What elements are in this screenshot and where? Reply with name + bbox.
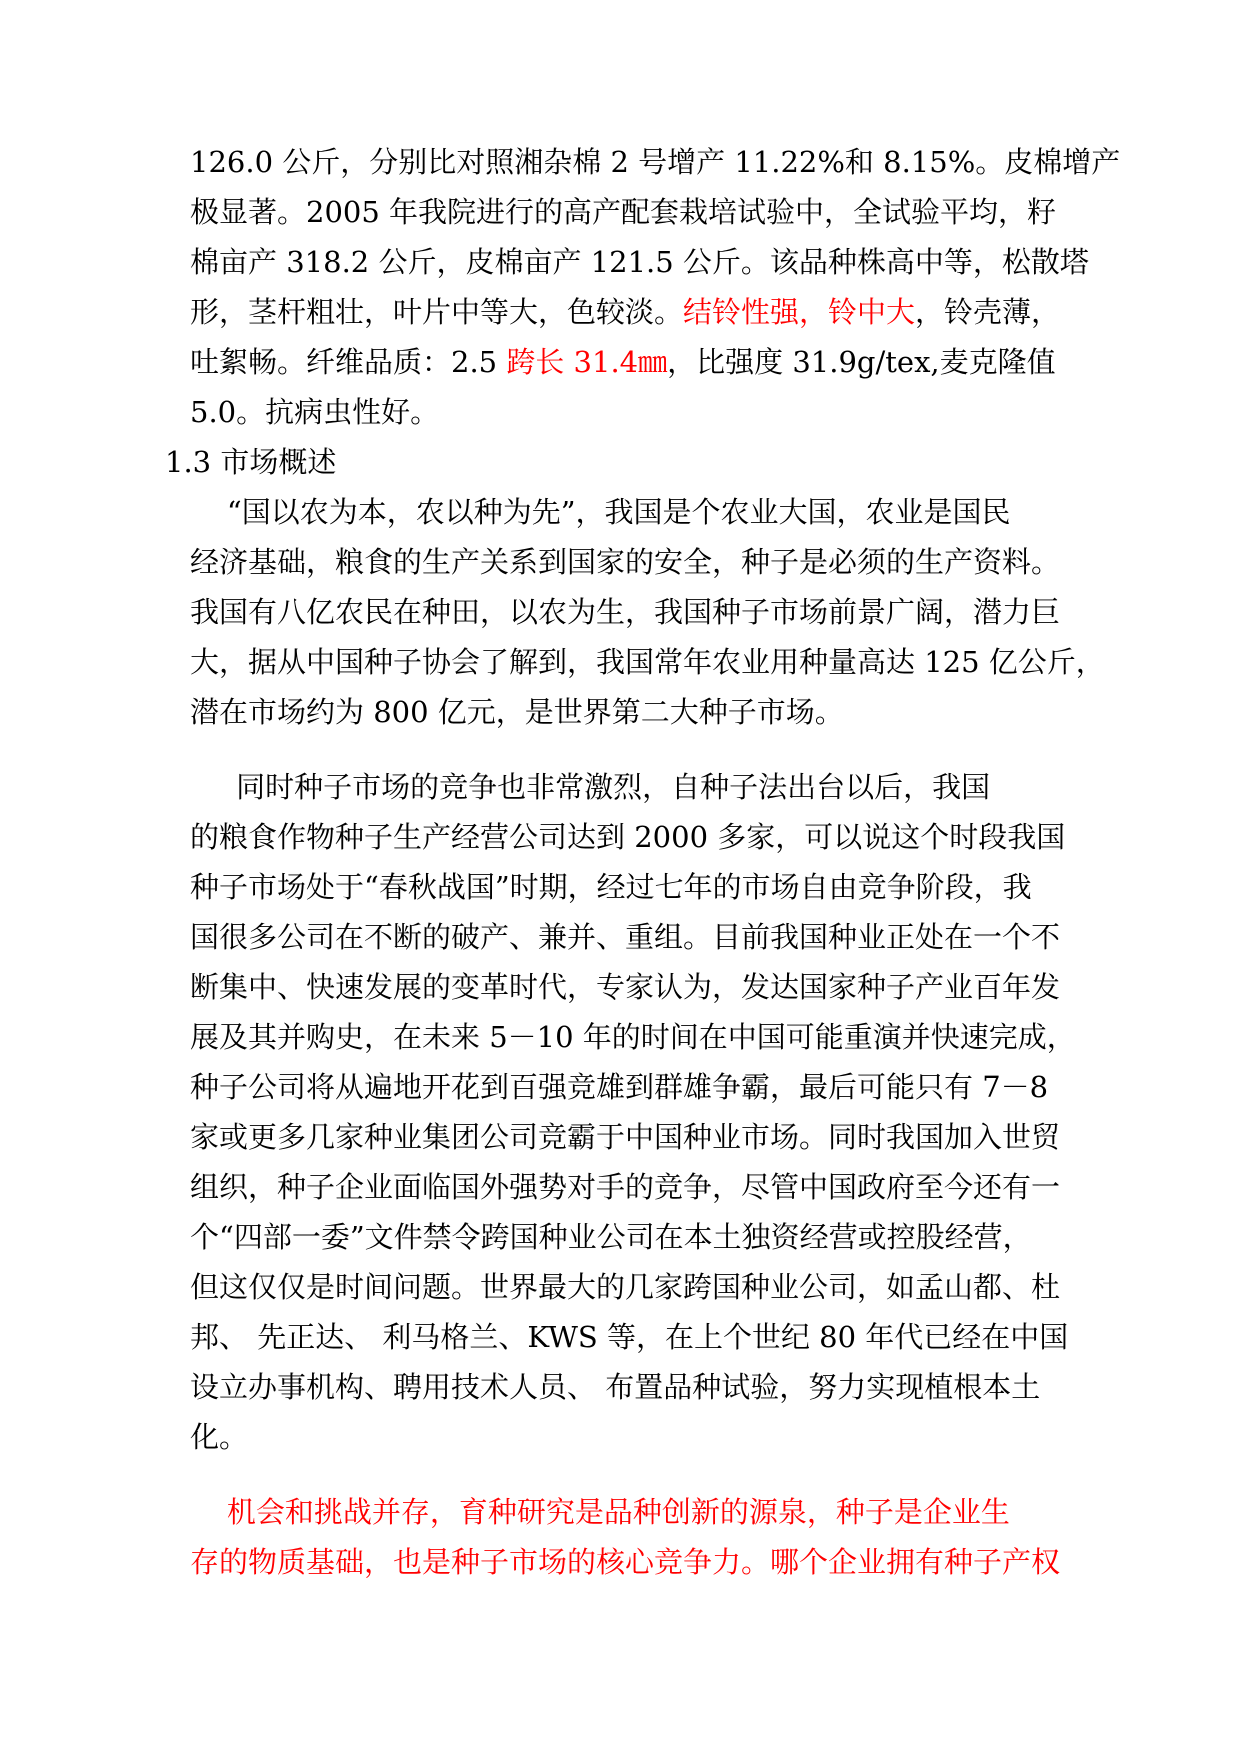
paragraph3-line11: 但这仅仅是时间问题。世界最大的几家跨国种业公司，如孟山都、杜 (190, 1270, 1061, 1304)
paragraph3-line4: 国很多公司在不断的破产、兼并、重组。目前我国种业正处在一个不 (190, 920, 1061, 954)
paragraph1-line6: 5.0。抗病虫性好。 (190, 395, 440, 429)
paragraph3-line2: 的粮食作物种子生产经营公司达到 2000 多家，可以说这个时段我国 (190, 820, 1066, 854)
paragraph3-line9: 组织，种子企业面临国外强势对手的竞争，尽管中国政府至今还有一 (190, 1170, 1061, 1204)
paragraph2-line4: 大，据从中国种子协会了解到，我国常年农业用种量高达 125 亿公斤， (190, 645, 1105, 679)
paragraph3-line6: 展及其并购史，在未来 5－10 年的时间在中国可能重演并快速完成， (190, 1020, 1076, 1054)
paragraph1-line4 (190, 292, 1060, 332)
paragraph1-line3: 棉亩产 318.2 公斤，皮棉亩产 121.5 公斤。该品种株高中等，松散塔 (190, 245, 1089, 279)
paragraph3-line14: 化。 (190, 1420, 249, 1454)
paragraph3-line1: 同时种子市场的竞争也非常激烈，自种子法出台以后，我国 (190, 770, 991, 804)
paragraph4-line1: 机会和挑战并存，育种研究是品种创新的源泉，种子是企业生 (190, 1495, 1010, 1529)
paragraph3-line7: 种子公司将从遍地开花到百强竞雄到群雄争霸，最后可能只有 7－8 (190, 1070, 1049, 1104)
paragraph1-line2: 极显著。2005 年我院进行的高产配套栽培试验中，全试验平均，籽 (190, 195, 1057, 229)
paragraph2-line3: 我国有八亿农民在种田，以农为生，我国种子市场前景广阔，潜力巨 (190, 595, 1061, 629)
paragraph1-line5 (190, 342, 1056, 382)
section-heading: 1.3 市场概述 (165, 445, 337, 479)
paragraph1-line1: 126.0 公斤，分别比对照湘杂棉 2 号增产 11.22%和 8.15%。皮棉增产 (190, 145, 1121, 179)
paragraph3-line3: 种子市场处于“春秋战国”时期，经过七年的市场自由竞争阶段，我 (190, 870, 1032, 904)
paragraph3-line8: 家或更多几家种业集团公司竞霸于中国种业市场。同时我国加入世贸 (190, 1120, 1061, 1154)
paragraph3-line10: 个“四部一委”文件禁令跨国种业公司在本土独资经营或控股经营， (190, 1220, 1032, 1254)
paragraph3-line5: 断集中、快速发展的变革时代，专家认为，发达国家种子产业百年发 (190, 970, 1061, 1004)
paragraph3-line13: 设立办事机构、聘用技术人员、 布置品种试验，努力实现植根本土 (190, 1370, 1041, 1404)
paragraph3-line12: 邦、 先正达、 利马格兰、KWS 等，在上个世纪 80 年代已经在中国 (190, 1320, 1069, 1354)
paragraph2-line1: “国以农为本，农以种为先”，我国是个农业大国，农业是国民 (190, 495, 1011, 529)
paragraph1-line4-text: 形，茎杆粗壮，叶片中等大，色较淡。 (190, 295, 684, 329)
paragraph1-line5-text: 吐絮畅。纤维品质：2.5 (190, 345, 507, 379)
paragraph1-line4-tail: ，铃壳薄， (915, 295, 1061, 329)
paragraph2-line5: 潜在市场约为 800 亿元，是世界第二大种子市场。 (190, 695, 844, 729)
paragraph4-line2: 存的物质基础，也是种子市场的核心竞争力。哪个企业拥有种子产权 (190, 1545, 1061, 1579)
highlight-span-length: 跨长 31.4㎜ (506, 345, 668, 379)
paragraph1-line5-tail: ，比强度 31.9g/tex,麦克隆值 (667, 345, 1056, 379)
paragraph2-line2: 经济基础，粮食的生产关系到国家的安全，种子是必须的生产资料。 (190, 545, 1061, 579)
highlight-boll-setting: 结铃性强，铃中大 (683, 295, 916, 329)
